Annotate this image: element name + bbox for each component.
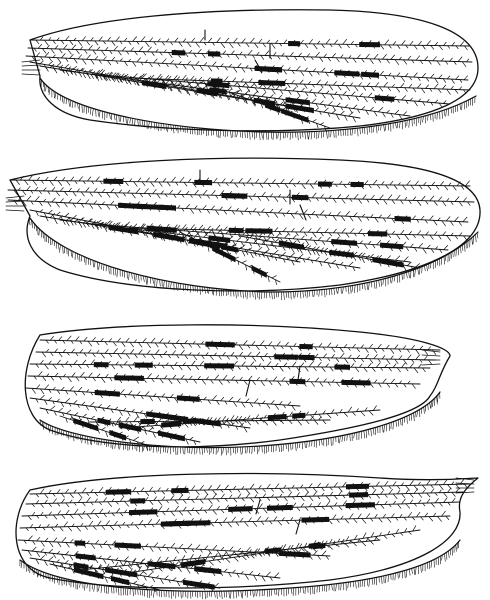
- vein: [8, 196, 468, 226]
- vein: [28, 44, 472, 66]
- vein: [10, 176, 470, 190]
- scale-patch: [115, 543, 141, 549]
- scale-patch: [246, 229, 273, 234]
- scale-patch: [113, 490, 131, 495]
- scale-patch: [208, 52, 220, 57]
- scale-patch: [346, 503, 375, 508]
- scale-patch: [104, 179, 123, 184]
- scale-patch: [335, 365, 350, 370]
- scale-patch: [111, 576, 129, 585]
- scale-patch: [74, 418, 98, 431]
- scale-patch: [293, 413, 306, 418]
- scale-patch: [177, 396, 199, 402]
- scale-patch: [335, 71, 360, 77]
- scale-patch: [275, 355, 299, 360]
- scale-patch: [94, 362, 108, 367]
- vein: [36, 349, 436, 365]
- scale-patch: [259, 80, 285, 85]
- vein: [30, 36, 470, 49]
- vein: [30, 360, 430, 373]
- scale-patch: [368, 231, 387, 236]
- scale-patch: [360, 42, 380, 47]
- wing-1: [22, 10, 478, 140]
- scale-patch: [195, 180, 212, 185]
- scale-patch: [268, 414, 286, 420]
- scale-patch: [147, 412, 178, 421]
- scale-patch: [118, 203, 145, 209]
- scale-patch: [349, 492, 367, 497]
- wing-outline: [30, 10, 478, 131]
- wing-4: [16, 474, 478, 599]
- cross-vein: [256, 500, 260, 514]
- scale-patch: [141, 419, 155, 424]
- scale-patch: [279, 551, 310, 557]
- scale-patch: [292, 195, 308, 200]
- scale-patch: [162, 422, 181, 428]
- scale-patch: [115, 376, 144, 381]
- vein: [30, 480, 470, 498]
- scale-patch: [342, 380, 370, 385]
- vein: [40, 336, 440, 355]
- scale-patch: [299, 355, 314, 360]
- vein: [28, 372, 420, 389]
- scale-patch: [361, 72, 378, 77]
- wing-2: [6, 158, 480, 300]
- scale-patch: [161, 521, 190, 526]
- scale-patch: [252, 266, 267, 278]
- scale-patch: [300, 344, 313, 349]
- scale-patch: [290, 379, 305, 384]
- scale-patch: [135, 363, 152, 368]
- scale-patch: [380, 243, 403, 249]
- scale-patch: [205, 364, 234, 369]
- scale-patch: [129, 510, 157, 515]
- scale-patch: [76, 554, 95, 561]
- scale-patch: [332, 239, 357, 245]
- vein: [18, 536, 330, 559]
- scale-patch: [229, 506, 253, 511]
- cross-vein: [246, 380, 250, 396]
- scale-patch: [172, 50, 185, 55]
- vein: [90, 221, 448, 253]
- scale-patch: [229, 228, 243, 233]
- cross-vein: [298, 366, 300, 380]
- scale-patch: [395, 216, 411, 221]
- scale-patch: [95, 390, 120, 396]
- scale-patch: [226, 193, 247, 198]
- scale-patch: [346, 484, 368, 489]
- scale-patch: [172, 488, 189, 493]
- wing-3: [25, 325, 450, 455]
- scale-patch: [211, 79, 222, 84]
- vein: [120, 406, 380, 431]
- wing-root: [6, 196, 24, 211]
- scale-patch: [131, 499, 145, 504]
- scale-patch: [318, 182, 331, 187]
- scale-patch: [206, 342, 235, 347]
- scale-patch: [267, 505, 292, 510]
- scale-patch: [375, 96, 394, 102]
- scale-patch: [75, 541, 85, 546]
- vein: [26, 385, 300, 410]
- scale-patch: [351, 182, 364, 187]
- vein: [80, 536, 380, 573]
- scale-patch: [302, 517, 329, 522]
- scale-patch: [288, 41, 300, 46]
- scale-patch: [110, 430, 126, 440]
